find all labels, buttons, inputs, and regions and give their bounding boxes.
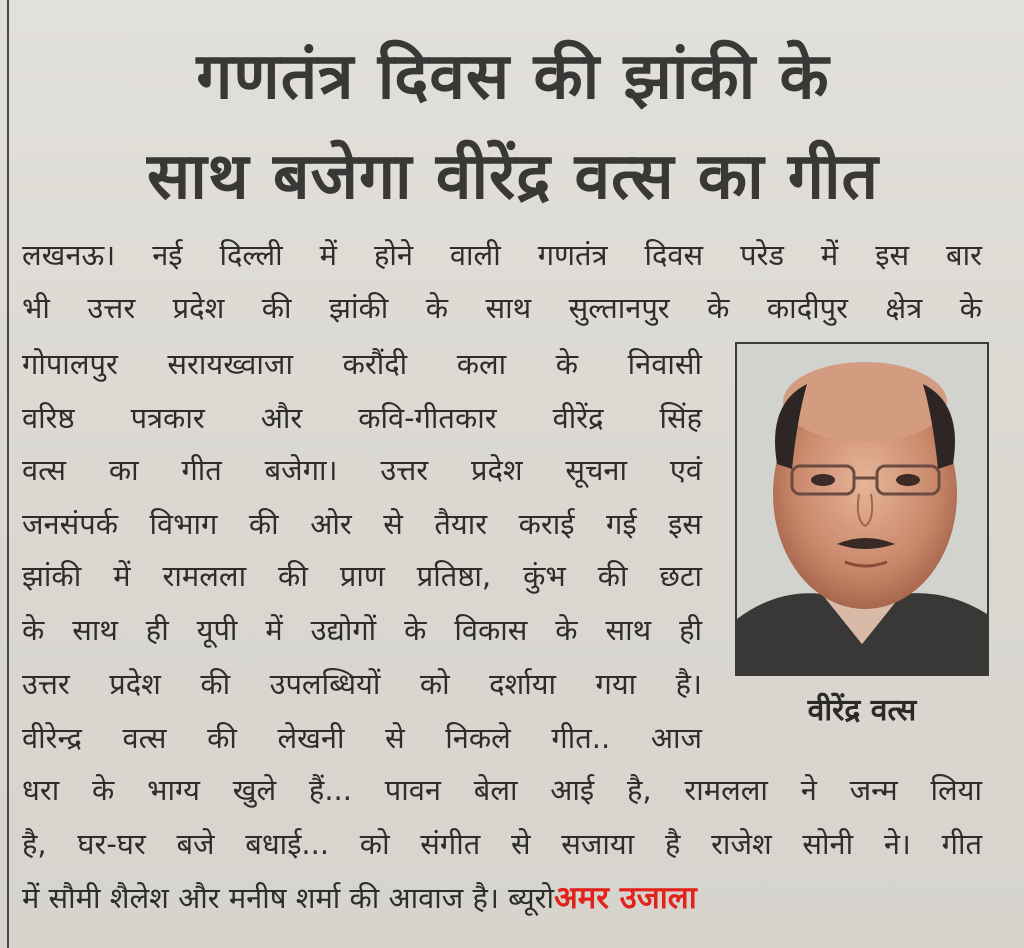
body-line-7: झांकी में रामलला की प्राण प्रतिष्ठा, कुंभ की छटा [22,559,702,593]
body-line-10: वीरेन्द्र वत्स की लेखनी से निकले गीत.. आज [22,721,702,755]
body-line-12: है, घर-घर बजे बधाई... को संगीत से सजाया है राजेश सोनी ने। गीत [22,827,982,861]
body-line-2: भी उत्तर प्रदेश की झांकी के साथ सुल्तानपुर के कादीपुर क्षेत्र के [22,291,982,325]
body-line-9: उत्तर प्रदेश की उपलब्धियों को दर्शाया गया है। [22,667,702,701]
body-line-5: वत्स का गीत बजेगा। उत्तर प्रदेश सूचना एवं [22,453,702,487]
body-line-13-text: में सौमी शैलेश और मनीष शर्मा की आवाज है। ब्यूरो [22,881,555,915]
portrait-image [737,344,987,674]
body-line-6: जनसंपर्क विभाग की ओर से तैयार कराई गई इस [22,507,702,541]
body-line-1: लखनऊ। नई दिल्ली में होने वाली गणतंत्र दिवस परेड में इस बार [22,238,982,272]
body-line-8: के साथ ही यूपी में उद्योगों के विकास के साथ ही [22,613,702,647]
brand-name: अमर उजाला [554,880,697,916]
portrait-photo [735,342,989,676]
photo-caption: वीरेंद्र वत्स [807,693,917,728]
body-line-3: गोपालपुर सरायख्वाजा करौंदी कला के निवासी [22,347,702,381]
headline-line-2: साथ बजेगा वीरेंद्र वत्स का गीत [146,140,880,214]
body-line-13 [22,878,1002,918]
body-line-11: धरा के भाग्य खुले हैं... पावन बेला आई है, रामलला ने जन्म लिया [22,773,982,807]
column-rule [7,0,9,948]
headline-line-1: गणतंत्र दिवस की झांकी के [196,40,830,114]
body-line-4: वरिष्ठ पत्रकार और कवि-गीतकार वीरेंद्र सिंह [22,401,702,435]
